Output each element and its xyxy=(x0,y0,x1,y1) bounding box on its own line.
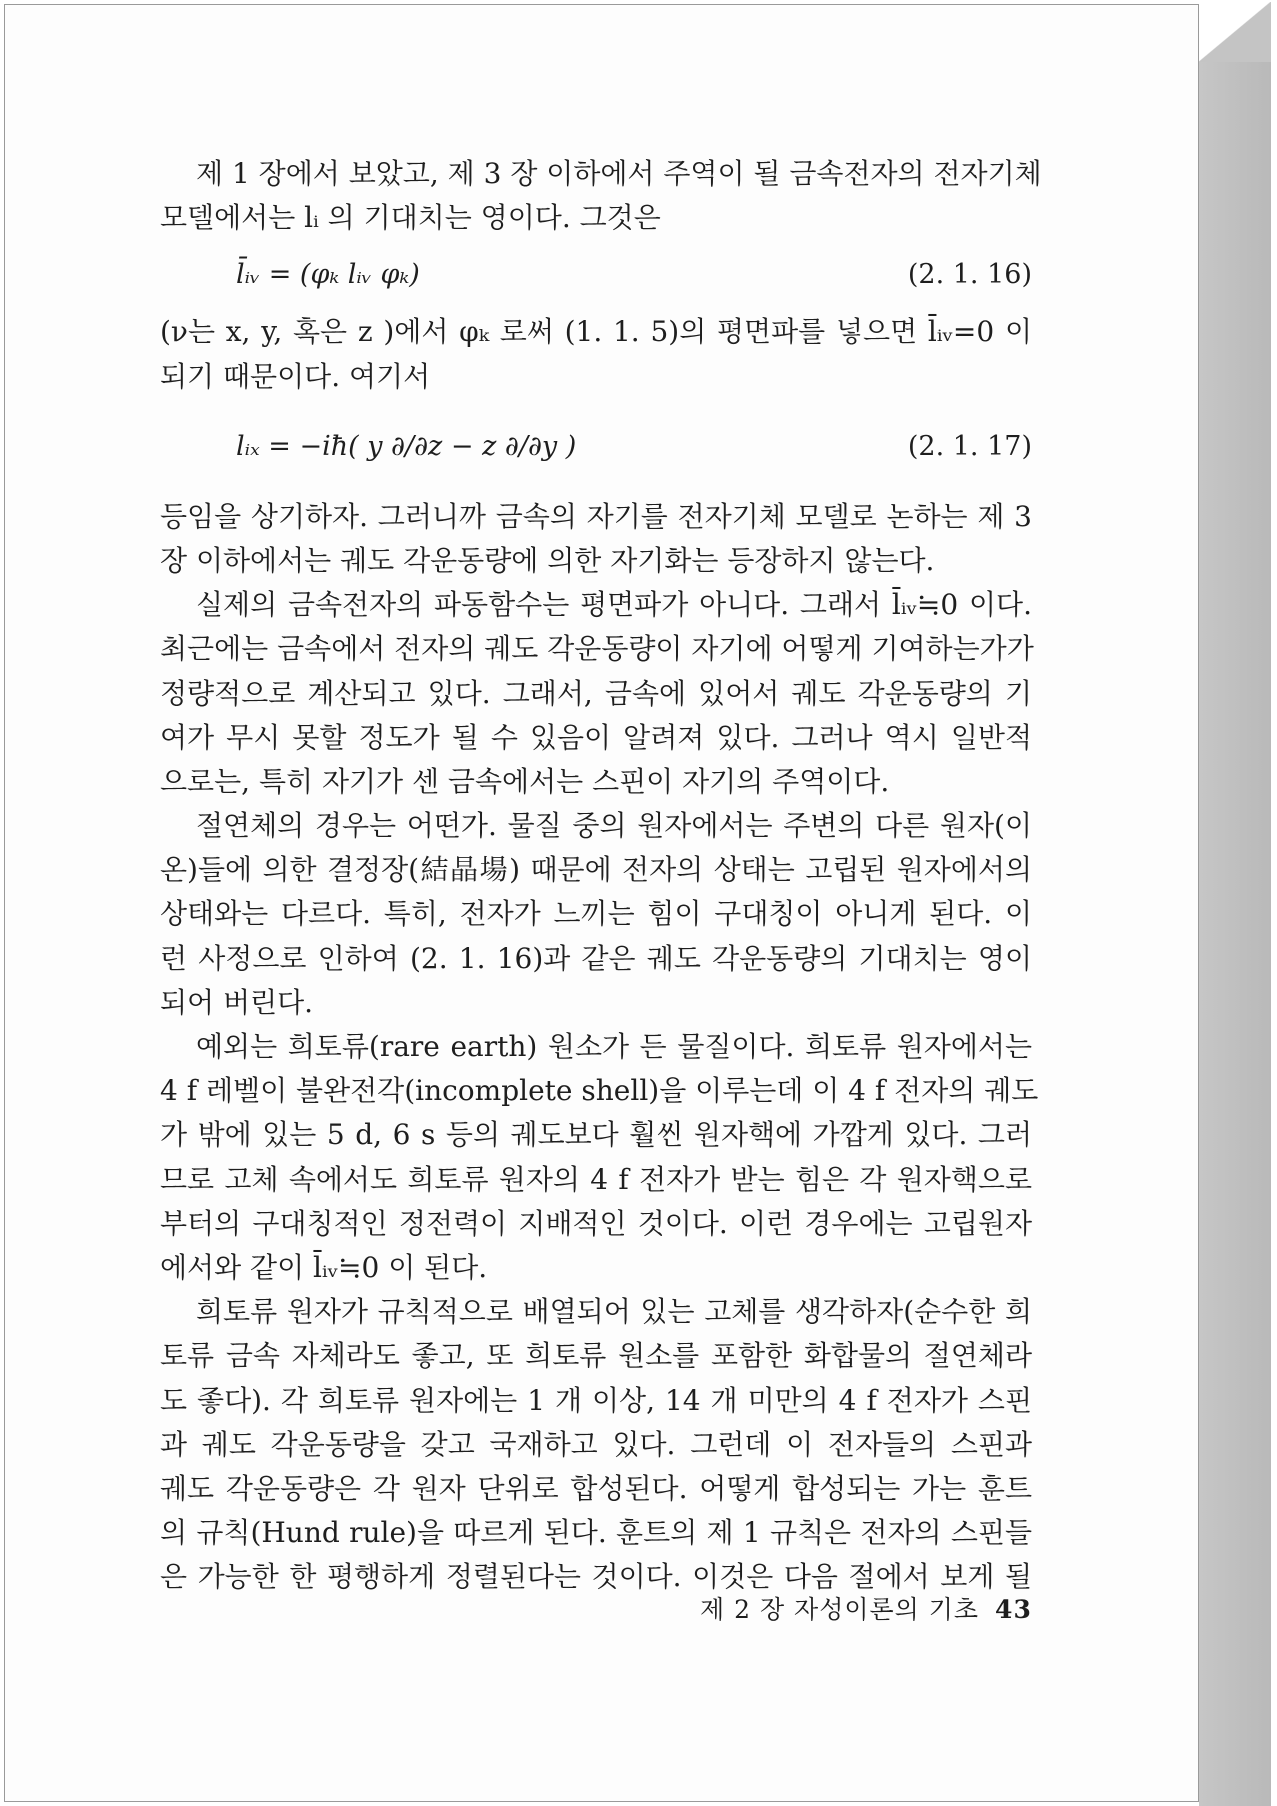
equation-number: (2. 1. 16) xyxy=(907,259,1032,291)
text-line: 궤도 각운동량은 각 원자 단위로 합성된다. 어떻게 합성되는 가는 훈트 xyxy=(160,1471,1032,1505)
page-footer xyxy=(700,1590,1032,1626)
text-line: 모델에서는 lᵢ 의 기대치는 영이다. 그것은 xyxy=(160,201,661,235)
text-line: 상태와는 다르다. 특히, 전자가 느끼는 힘이 구대칭이 아니게 된다. 이 xyxy=(160,897,1032,931)
text-line: 에서와 같이 l̄ᵢᵥ≒0 이 된다. xyxy=(160,1250,488,1284)
paragraph xyxy=(160,804,1032,1025)
equation-2-1-16 xyxy=(160,240,1032,310)
text-line: 으로는, 특히 자기가 센 금속에서는 스핀이 자기의 주역이다. xyxy=(160,764,890,798)
text-line: 은 가능한 한 평행하게 정렬된다는 것이다. 이것은 다음 절에서 보게 될 xyxy=(160,1560,1032,1594)
text-line: 과 궤도 각운동량을 갖고 국재하고 있다. 그런데 이 전자들의 스핀과 xyxy=(160,1427,1032,1461)
text-line: 온)들에 의한 결정장(結晶場) 때문에 전자의 상태는 고립된 원자에서의 xyxy=(160,853,1032,887)
text-line: 되어 버린다. xyxy=(160,985,314,1019)
text-line: (ν는 x, y, 혹은 z )에서 φₖ 로써 (1. 1. 5)의 평면파를 넣으면 l̄ᵢᵥ=0 이 xyxy=(160,315,1032,349)
text-line: 희토류 원자가 규칙적으로 배열되어 있는 고체를 생각하자(순수한 희 xyxy=(196,1295,1032,1329)
page-body xyxy=(160,152,1042,1599)
text-line: 제 1 장에서 보았고, 제 3 장 이하에서 주역이 될 금속전자의 전자기체 xyxy=(196,157,1042,190)
equation-formula: lᵢₓ = −iħ( y ∂/∂z − z ∂/∂y ) xyxy=(236,430,577,462)
text-line: 4 f 레벨이 불완전각(incomplete shell)을 이루는데 이 4 f 전자의 궤도 xyxy=(160,1074,1039,1108)
paragraph xyxy=(160,1290,1032,1599)
paragraph xyxy=(160,495,1032,583)
text-line: 가 밖에 있는 5 d, 6 s 등의 궤도보다 훨씬 원자핵에 가깝게 있다. 그러 xyxy=(160,1118,1032,1152)
running-head: 제 2 장 자성이론의 기초 xyxy=(700,1595,980,1624)
equation-formula: l̄ᵢᵥ = (φₖ lᵢᵥ φₖ) xyxy=(236,259,420,291)
page-number: 43 xyxy=(995,1595,1032,1624)
page-edge-shadow xyxy=(1199,8,1271,1806)
equation-2-1-17 xyxy=(160,399,1032,495)
text-line: 여가 무시 못할 정도가 될 수 있음이 알려져 있다. 그러나 역시 일반적 xyxy=(160,720,1032,754)
text-line: 장 이하에서는 궤도 각운동량에 의한 자기화는 등장하지 않는다. xyxy=(160,543,935,577)
text-line: 절연체의 경우는 어떤가. 물질 중의 원자에서는 주변의 다른 원자(이 xyxy=(196,809,1032,843)
equation-number: (2. 1. 17) xyxy=(907,430,1032,462)
text-line: 실제의 금속전자의 파동함수는 평면파가 아니다. 그래서 l̄ᵢᵥ≒0 이다. xyxy=(196,588,1032,622)
text-line: 예외는 희토류(rare earth) 원소가 든 물질이다. 희토류 원자에서는 xyxy=(196,1030,1032,1063)
text-line: 의 규칙(Hund rule)을 따르게 된다. 훈트의 제 1 규칙은 전자의 스핀들 xyxy=(160,1516,1032,1550)
paragraph xyxy=(160,152,1042,240)
text-line: 정량적으로 계산되고 있다. 그래서, 금속에 있어서 궤도 각운동량의 기 xyxy=(160,676,1032,710)
paragraph xyxy=(160,1025,1039,1290)
text-line: 최근에는 금속에서 전자의 궤도 각운동량이 자기에 어떻게 기여하는가가 xyxy=(160,632,1034,666)
text-line: 도 좋다). 각 희토류 원자에는 1 개 이상, 14 개 미만의 4 f 전자가 스핀 xyxy=(160,1383,1032,1417)
text-line: 런 사정으로 인하여 (2. 1. 16)과 같은 궤도 각운동량의 기대치는 영이 xyxy=(160,941,1032,975)
paragraph xyxy=(160,583,1032,804)
page-edge-corner xyxy=(1199,2,1271,62)
text-line: 등임을 상기하자. 그러니까 금속의 자기를 전자기체 모델로 논하는 제 3 xyxy=(160,499,1032,533)
paragraph xyxy=(160,310,1032,398)
text-line: 므로 고체 속에서도 희토류 원자의 4 f 전자가 받는 힘은 각 원자핵으로 xyxy=(160,1162,1032,1196)
text-line: 부터의 구대칭적인 정전력이 지배적인 것이다. 이런 경우에는 고립원자 xyxy=(160,1206,1032,1240)
text-line: 되기 때문이다. 여기서 xyxy=(160,359,431,393)
text-line: 토류 금속 자체라도 좋고, 또 희토류 원소를 포함한 화합물의 절연체라 xyxy=(160,1339,1032,1373)
